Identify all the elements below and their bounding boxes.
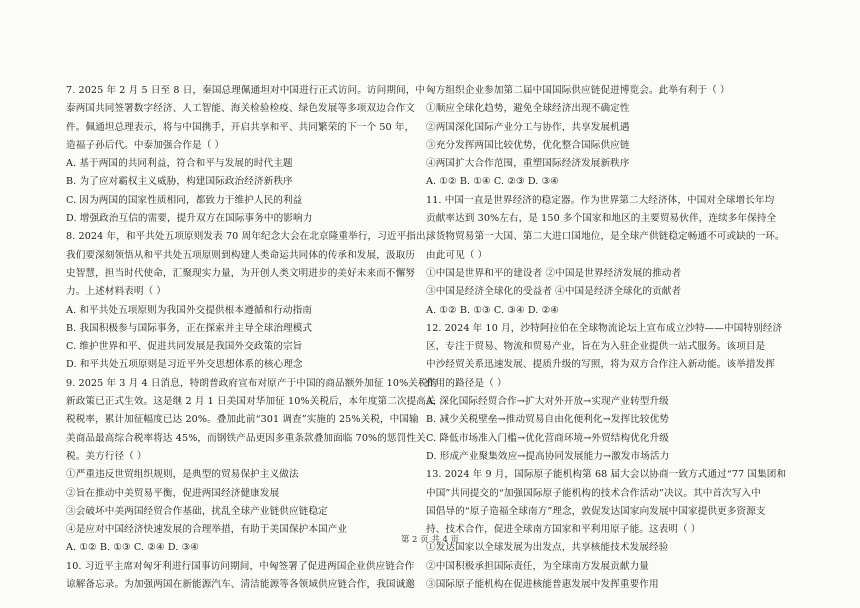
- text-line: A. ①② B. ①③ C. ③④ D. ②④: [426, 304, 559, 316]
- text-line: ②两国深化国际产业分工与协作，共享发展机遇: [426, 121, 630, 133]
- text-line: ②旨在推动中美贸易平衡，促进两国经济健康发展: [66, 487, 280, 499]
- text-line: ①发达国家以全球发展为出发点，共享核能技术发展经验: [426, 542, 669, 554]
- text-line: A. 深化国际经贸合作→扩大对外开放→实现产业转型升级: [426, 396, 669, 408]
- text-line: 12. 2024 年 10 月，沙特阿拉伯在全球物流论坛上宣布成立沙特——中国特别经济: [426, 322, 783, 334]
- text-line: 8. 2024 年，和平共处五项原则发表 70 周年纪念大会在北京隆重举行，习近平指出，: [66, 231, 436, 243]
- text-line: D. 形成产业聚集效应→提高协同发展能力→激发市场活力: [426, 450, 670, 462]
- text-line: A. 基于两国的共同利益，符合和平与发展的时代主题: [66, 158, 293, 170]
- text-line: 匈方组织企业参加第二届中国国际供应链促进博览会。此举有利于（ ）: [426, 85, 730, 96]
- text-line: ①中国是世界和平的建设者 ②中国是世界经济发展的推动者: [426, 267, 682, 279]
- text-line: 中国”共同提交的“加强国际原子能机构的技术合作活动”决议。其中首次写入中: [426, 487, 761, 499]
- text-line: 中沙经贸关系迅速发展、提质升级的写照，将为双方合作注入新动能。该举措发挥: [426, 359, 775, 371]
- text-line: ④两国扩大合作范围，重塑国际经济发展新秩序: [426, 158, 630, 170]
- text-line: C. 维护世界和平、促进共同发展是我国外交政策的宗旨: [66, 341, 303, 353]
- text-line: ②中国积极承担国际责任，为全球南方发展贡献力量: [426, 560, 649, 572]
- text-line: ③国际原子能机构在促进核能普惠发展中发挥重要作用: [426, 579, 659, 591]
- text-line: ④是应对中国经济快速发展的合理举措，有助于美国保护本国产业: [66, 524, 348, 536]
- text-line: A. 和平共处五项原则为我国外交提供根本遵循和行动指南: [66, 304, 312, 316]
- text-line: 我们要深刻领悟从和平共处五项原则到构建人类命运共同体的传承和发展，汲取历: [66, 249, 415, 261]
- text-line: C. 因为两国的国家性质相同，都致力于维护人民的利益: [66, 194, 303, 206]
- text-line: D. 增强政治互信的需要，提升双方在国际事务中的影响力: [66, 213, 313, 225]
- text-line: 税。美方行径（ ）: [66, 450, 147, 462]
- text-line: ③会破坏中美两国经贸合作基础，扰乱全球产业链供应链稳定: [66, 505, 328, 517]
- text-line: 持、技术合作，促进全球南方国家和平利用原子能。这表明（ ）: [426, 524, 701, 536]
- text-line: ①顺应全球化趋势，避免全球经济出现不确定性: [426, 103, 630, 115]
- text-line: ③充分发挥两国比较优势，优化整合国际供应链: [426, 139, 630, 151]
- text-line: 谅解备忘录。为加强两国在新能源汽车、清洁能源等各领域供应链合作，我国诚邀: [66, 579, 415, 591]
- text-line: 区，专注于贸易、物流和贸易产业，旨在为入驻企业提供一站式服务。该项目是: [426, 341, 766, 353]
- text-line: A. ①② B. ①④ C. ②③ D. ③④: [426, 176, 559, 188]
- left-column: [66, 82, 446, 594]
- text-line: B. 为了应对霸权主义威胁，构建国际政治经济新秩序: [66, 176, 293, 188]
- text-line: 税税率，累计加征幅度已达 20%。叠加此前“301 调查”实施的 25%关税，中国输: [66, 414, 419, 426]
- text-line: B. 我国积极参与国际事务，正在探索并主导全球治理模式: [66, 322, 313, 334]
- text-line: 11. 中国一直是世界经济的稳定器。作为世界第二大经济体，中国对全球增长年均: [426, 194, 775, 206]
- text-line: D. 和平共处五项原则是习近平外交思想体系的核心理念: [66, 359, 303, 371]
- text-line: 贡献率达到 30%左右，是 150 多个国家和地区的主要贸易伙伴，连续多年保持全: [426, 213, 777, 225]
- text-line: A. ①② B. ①③ C. ②④ D. ③④: [66, 542, 199, 554]
- text-line: 13. 2024 年 9 月，国际原子能机构第 68 届大会以协商一致方式通过“77 国集团和: [426, 469, 787, 481]
- text-line: 由此可见（ ）: [426, 249, 488, 261]
- text-line: 力。上述材料表明（ ）: [66, 286, 167, 298]
- text-line: 7. 2025 年 2 月 5 日至 8 日，秦国总理佩通坦对中国进行正式访问。访问期间，中: [66, 85, 426, 96]
- text-line: 作用的路径是（ ）: [426, 377, 507, 389]
- text-line: ①严重违反世贸组织规则，是典型的贸易保护主义做法: [66, 469, 299, 481]
- text-line: 新政策已正式生效。这是继 2 月 1 日美国对华加征 10%关税后，本年度第二次提高关: [66, 396, 436, 408]
- text-line: 泰两国共同签署数字经济、人工智能、海关检验检疫、绿色发展等多项双边合作文: [66, 103, 415, 115]
- text-line: C. 降低市场准入门槛→优化营商环境→外贸结构优化升级: [426, 432, 669, 444]
- text-line: 件。佩通坦总理表示，将与中国携手，开启共享和平、共同繁荣的下一个 50 年，: [66, 121, 415, 133]
- page-footer: 第 2 页 共 4 页: [400, 535, 460, 545]
- text-line: B. 减少关税壁垒→推动贸易自由化便利化→发挥比较优势: [426, 414, 669, 426]
- text-line: 球货物贸易第一大国、第二大进口国地位，是全球产供链稳定畅通不可或缺的一环。: [426, 231, 785, 243]
- text-line: 9. 2025 年 3 月 4 日消息，特朗普政府宣布对原产于中国的商品额外加征 10%关税的: [66, 377, 438, 389]
- text-line: 10. 习近平主席对匈牙利进行国事访问期间，中匈签署了促进两国企业供应链合作: [66, 560, 415, 572]
- text-line: 美商品最高综合税率将达 45%，而钢铁产品更因多重条款叠加面临 70%的惩罚性关: [66, 432, 426, 444]
- text-line: 造福子孙后代。中泰加强合作是（ ）: [66, 139, 225, 151]
- right-column: [426, 82, 810, 594]
- text-line: ③中国是经济全球化的受益者 ④中国是经济全球化的贡献者: [426, 286, 682, 298]
- text-line: 史智慧，担当时代使命，汇聚现实力量，为开创人类文明进步的美好未来而不懈努: [66, 267, 415, 279]
- text-line: 国倡导的“原子造福全球南方”理念，敦促发达国家向发展中国家提供更多资源支: [426, 505, 766, 517]
